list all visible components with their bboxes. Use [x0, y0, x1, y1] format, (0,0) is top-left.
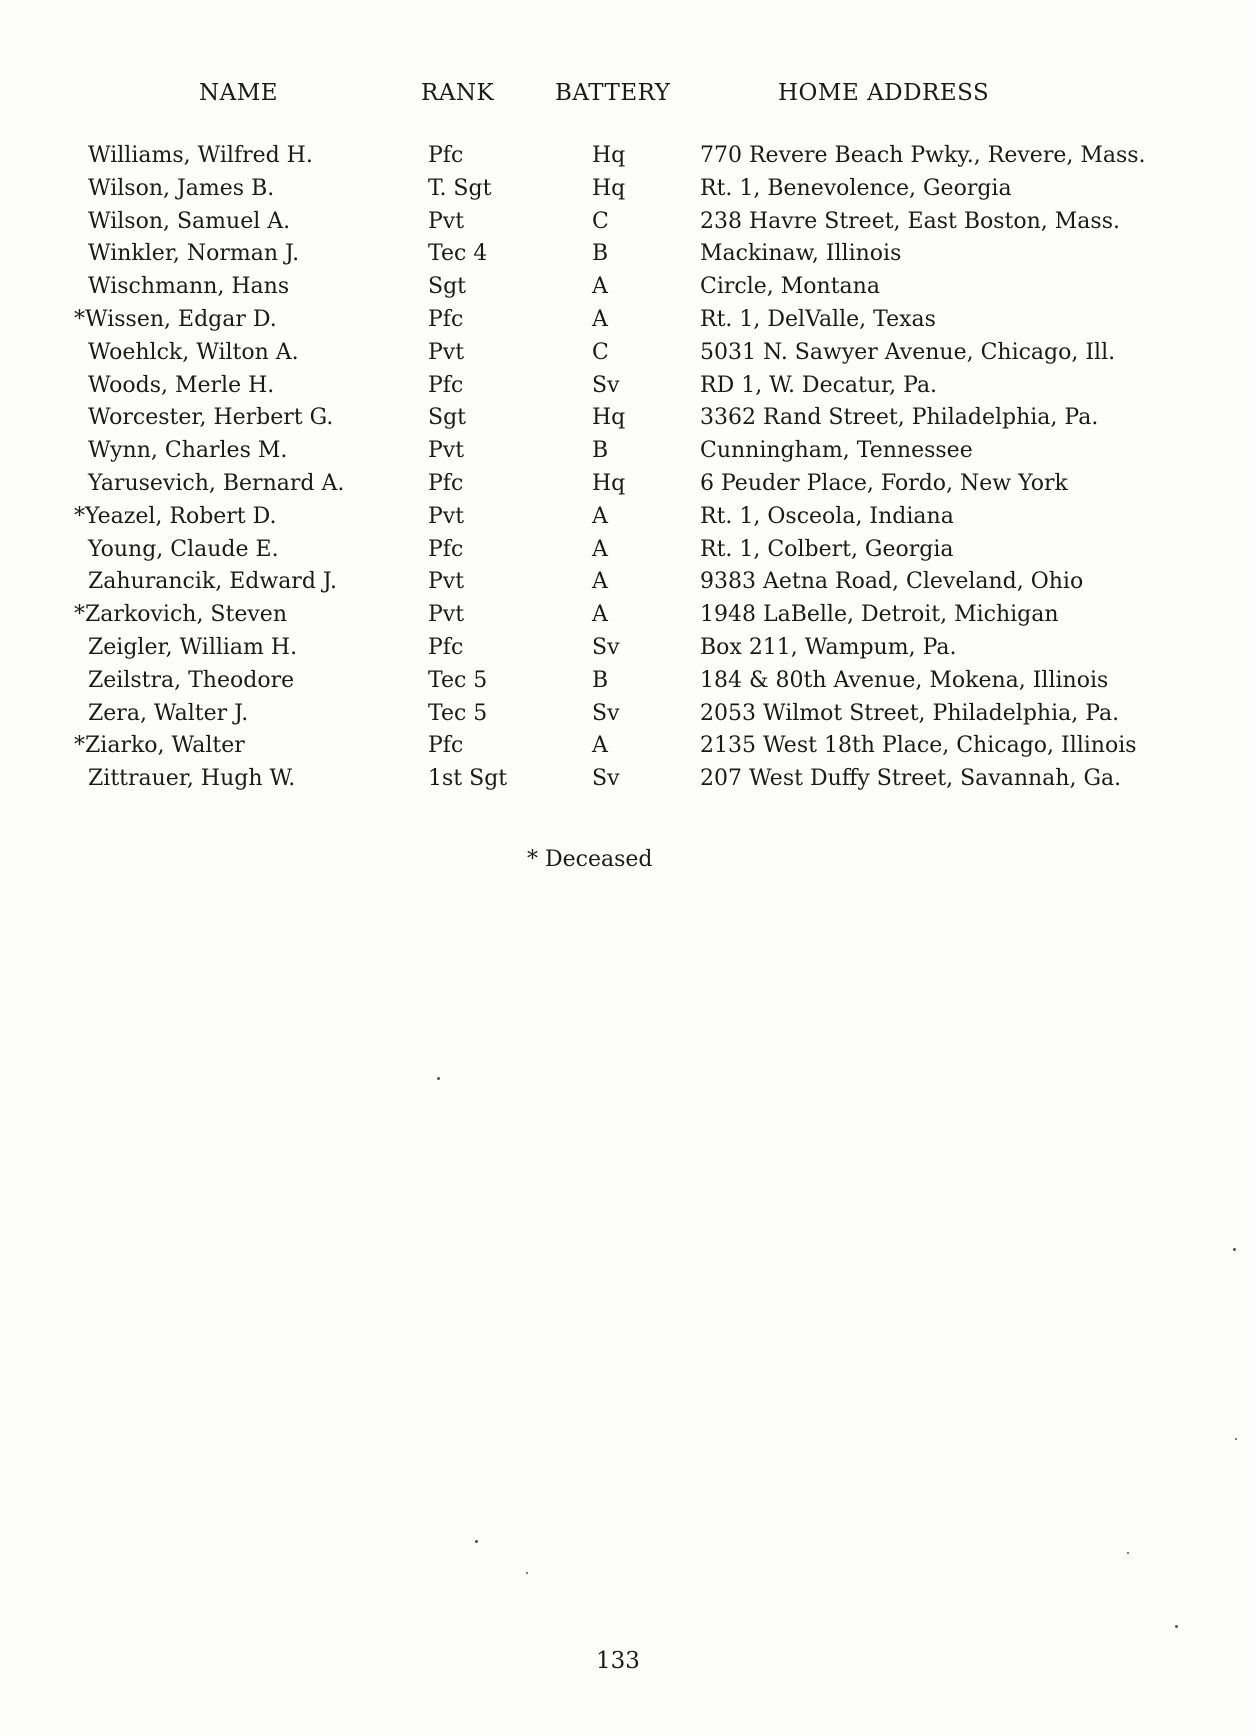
roster-address: 5031 N. Sawyer Avenue, Chicago, Ill.: [700, 339, 1116, 365]
roster-name: Wilson, Samuel A.: [88, 208, 291, 234]
roster-rank: Pvt: [428, 569, 465, 595]
roster-row: [0, 569, 1255, 602]
roster-row: [0, 701, 1255, 734]
roster-name: Woehlck, Wilton A.: [88, 339, 299, 365]
header-name: NAME: [199, 80, 279, 106]
roster-address: 9383 Aetna Road, Cleveland, Ohio: [700, 569, 1084, 595]
roster-name: Zeigler, William H.: [88, 634, 298, 660]
roster-battery: Hq: [592, 470, 626, 496]
header-home-address: HOME ADDRESS: [778, 80, 990, 106]
roster-battery: A: [592, 569, 608, 595]
roster-battery: A: [592, 503, 608, 529]
roster-name: Winkler, Norman J.: [88, 241, 300, 267]
roster-rank: Pfc: [428, 306, 464, 332]
roster-row: [0, 537, 1255, 570]
roster-address: Rt. 1, Colbert, Georgia: [700, 536, 954, 562]
roster-address: Rt. 1, Benevolence, Georgia: [700, 175, 1012, 201]
roster-battery: C: [592, 208, 609, 234]
roster-name: Williams, Wilfred H.: [88, 143, 313, 168]
header-rank: RANK: [421, 80, 495, 106]
scan-speck: [1233, 1248, 1236, 1251]
roster-name: *Wissen, Edgar D.: [74, 306, 277, 332]
roster-address: Circle, Montana: [700, 274, 880, 300]
roster-rank: Pvt: [428, 339, 465, 365]
roster-address: Rt. 1, Osceola, Indiana: [700, 503, 954, 529]
roster-battery: A: [592, 733, 608, 759]
scan-speck: [1127, 1552, 1129, 1554]
roster-battery: Hq: [592, 143, 626, 168]
roster-name: Zahurancik, Edward J.: [88, 569, 338, 595]
roster-battery: Hq: [592, 405, 626, 431]
roster-rank: Tec 5: [428, 700, 488, 726]
roster-row: [0, 373, 1255, 406]
roster-name: Zittrauer, Hugh W.: [88, 766, 296, 792]
roster-battery: A: [592, 536, 608, 562]
roster-row: [0, 307, 1255, 340]
roster-name: Zera, Walter J.: [88, 700, 249, 726]
roster-rank: Pvt: [428, 602, 465, 628]
roster-name: *Yeazel, Robert D.: [74, 503, 277, 529]
roster-row: [0, 668, 1255, 701]
roster-battery: A: [592, 306, 608, 332]
roster-battery: Sv: [592, 700, 620, 726]
roster-address: Cunningham, Tennessee: [700, 438, 973, 464]
roster-rank: Pfc: [428, 733, 464, 759]
roster-name: Worcester, Herbert G.: [88, 405, 334, 431]
scan-speck: [526, 1572, 528, 1574]
roster-name: Wynn, Charles M.: [88, 438, 288, 464]
roster-name: *Ziarko, Walter: [74, 733, 245, 759]
roster-rank: Pfc: [428, 536, 464, 562]
roster-battery: C: [592, 339, 609, 365]
deceased-footnote: * Deceased: [527, 847, 653, 872]
roster-battery: Sv: [592, 372, 620, 398]
roster-row: [0, 504, 1255, 537]
roster-rank: Pfc: [428, 143, 464, 168]
roster-row: [0, 241, 1255, 274]
roster-battery: A: [592, 274, 608, 300]
roster-rank: T. Sgt: [428, 175, 492, 201]
roster-row: [0, 176, 1255, 209]
roster-address: Rt. 1, DelValle, Texas: [700, 306, 936, 332]
roster-battery: B: [592, 667, 609, 693]
roster-row: [0, 635, 1255, 668]
roster-name: Yarusevich, Bernard A.: [88, 470, 345, 496]
roster-rank: Pfc: [428, 634, 464, 660]
roster-address: 2053 Wilmot Street, Philadelphia, Pa.: [700, 700, 1120, 726]
roster-address: 207 West Duffy Street, Savannah, Ga.: [700, 766, 1122, 792]
scan-speck: [1235, 1438, 1237, 1440]
roster-row: [0, 274, 1255, 307]
roster-battery: A: [592, 602, 608, 628]
roster-address: 2135 West 18th Place, Chicago, Illinois: [700, 733, 1137, 759]
roster-name: Wilson, James B.: [88, 175, 275, 201]
roster-name: Zeilstra, Theodore: [88, 667, 295, 693]
roster-address: Mackinaw, Illinois: [700, 241, 902, 267]
roster-rank: Sgt: [428, 405, 466, 431]
roster-battery: Hq: [592, 175, 626, 201]
roster-address: 184 & 80th Avenue, Mokena, Illinois: [700, 667, 1109, 693]
roster-name: Wischmann, Hans: [88, 274, 290, 300]
roster-address: 3362 Rand Street, Philadelphia, Pa.: [700, 405, 1099, 431]
page-number: 133: [596, 1648, 640, 1674]
roster-row: [0, 438, 1255, 471]
roster-name: Young, Claude E.: [88, 536, 279, 562]
roster-rank: Pfc: [428, 372, 464, 398]
roster-rank: Tec 5: [428, 667, 488, 693]
roster-name: *Zarkovich, Steven: [74, 602, 287, 628]
roster-rank: 1st Sgt: [428, 766, 508, 792]
scan-speck: [1175, 1625, 1178, 1628]
roster-row: [0, 766, 1255, 799]
roster-table: [0, 143, 1255, 799]
roster-address: RD 1, W. Decatur, Pa.: [700, 372, 938, 398]
scan-speck: [437, 1077, 440, 1080]
roster-address: Box 211, Wampum, Pa.: [700, 634, 957, 660]
roster-address: 770 Revere Beach Pwky., Revere, Mass.: [700, 143, 1146, 168]
roster-address: 1948 LaBelle, Detroit, Michigan: [700, 602, 1059, 628]
roster-row: [0, 733, 1255, 766]
roster-battery: B: [592, 438, 609, 464]
roster-rank: Pvt: [428, 208, 465, 234]
scan-speck: [475, 1540, 478, 1543]
roster-rank: Pfc: [428, 470, 464, 496]
roster-rank: Tec 4: [428, 241, 488, 267]
roster-battery: Sv: [592, 634, 620, 660]
roster-row: [0, 405, 1255, 438]
roster-address: 6 Peuder Place, Fordo, New York: [700, 470, 1068, 496]
roster-rank: Pvt: [428, 438, 465, 464]
roster-address: 238 Havre Street, East Boston, Mass.: [700, 208, 1120, 234]
roster-header-row: [0, 80, 1255, 114]
roster-battery: Sv: [592, 766, 620, 792]
roster-row: [0, 471, 1255, 504]
header-battery: BATTERY: [555, 80, 671, 106]
roster-row: [0, 602, 1255, 635]
roster-name: Woods, Merle H.: [88, 372, 275, 398]
roster-row: [0, 209, 1255, 242]
roster-rank: Pvt: [428, 503, 465, 529]
roster-rank: Sgt: [428, 274, 466, 300]
roster-row: [0, 340, 1255, 373]
roster-battery: B: [592, 241, 609, 267]
roster-row: [0, 143, 1255, 176]
